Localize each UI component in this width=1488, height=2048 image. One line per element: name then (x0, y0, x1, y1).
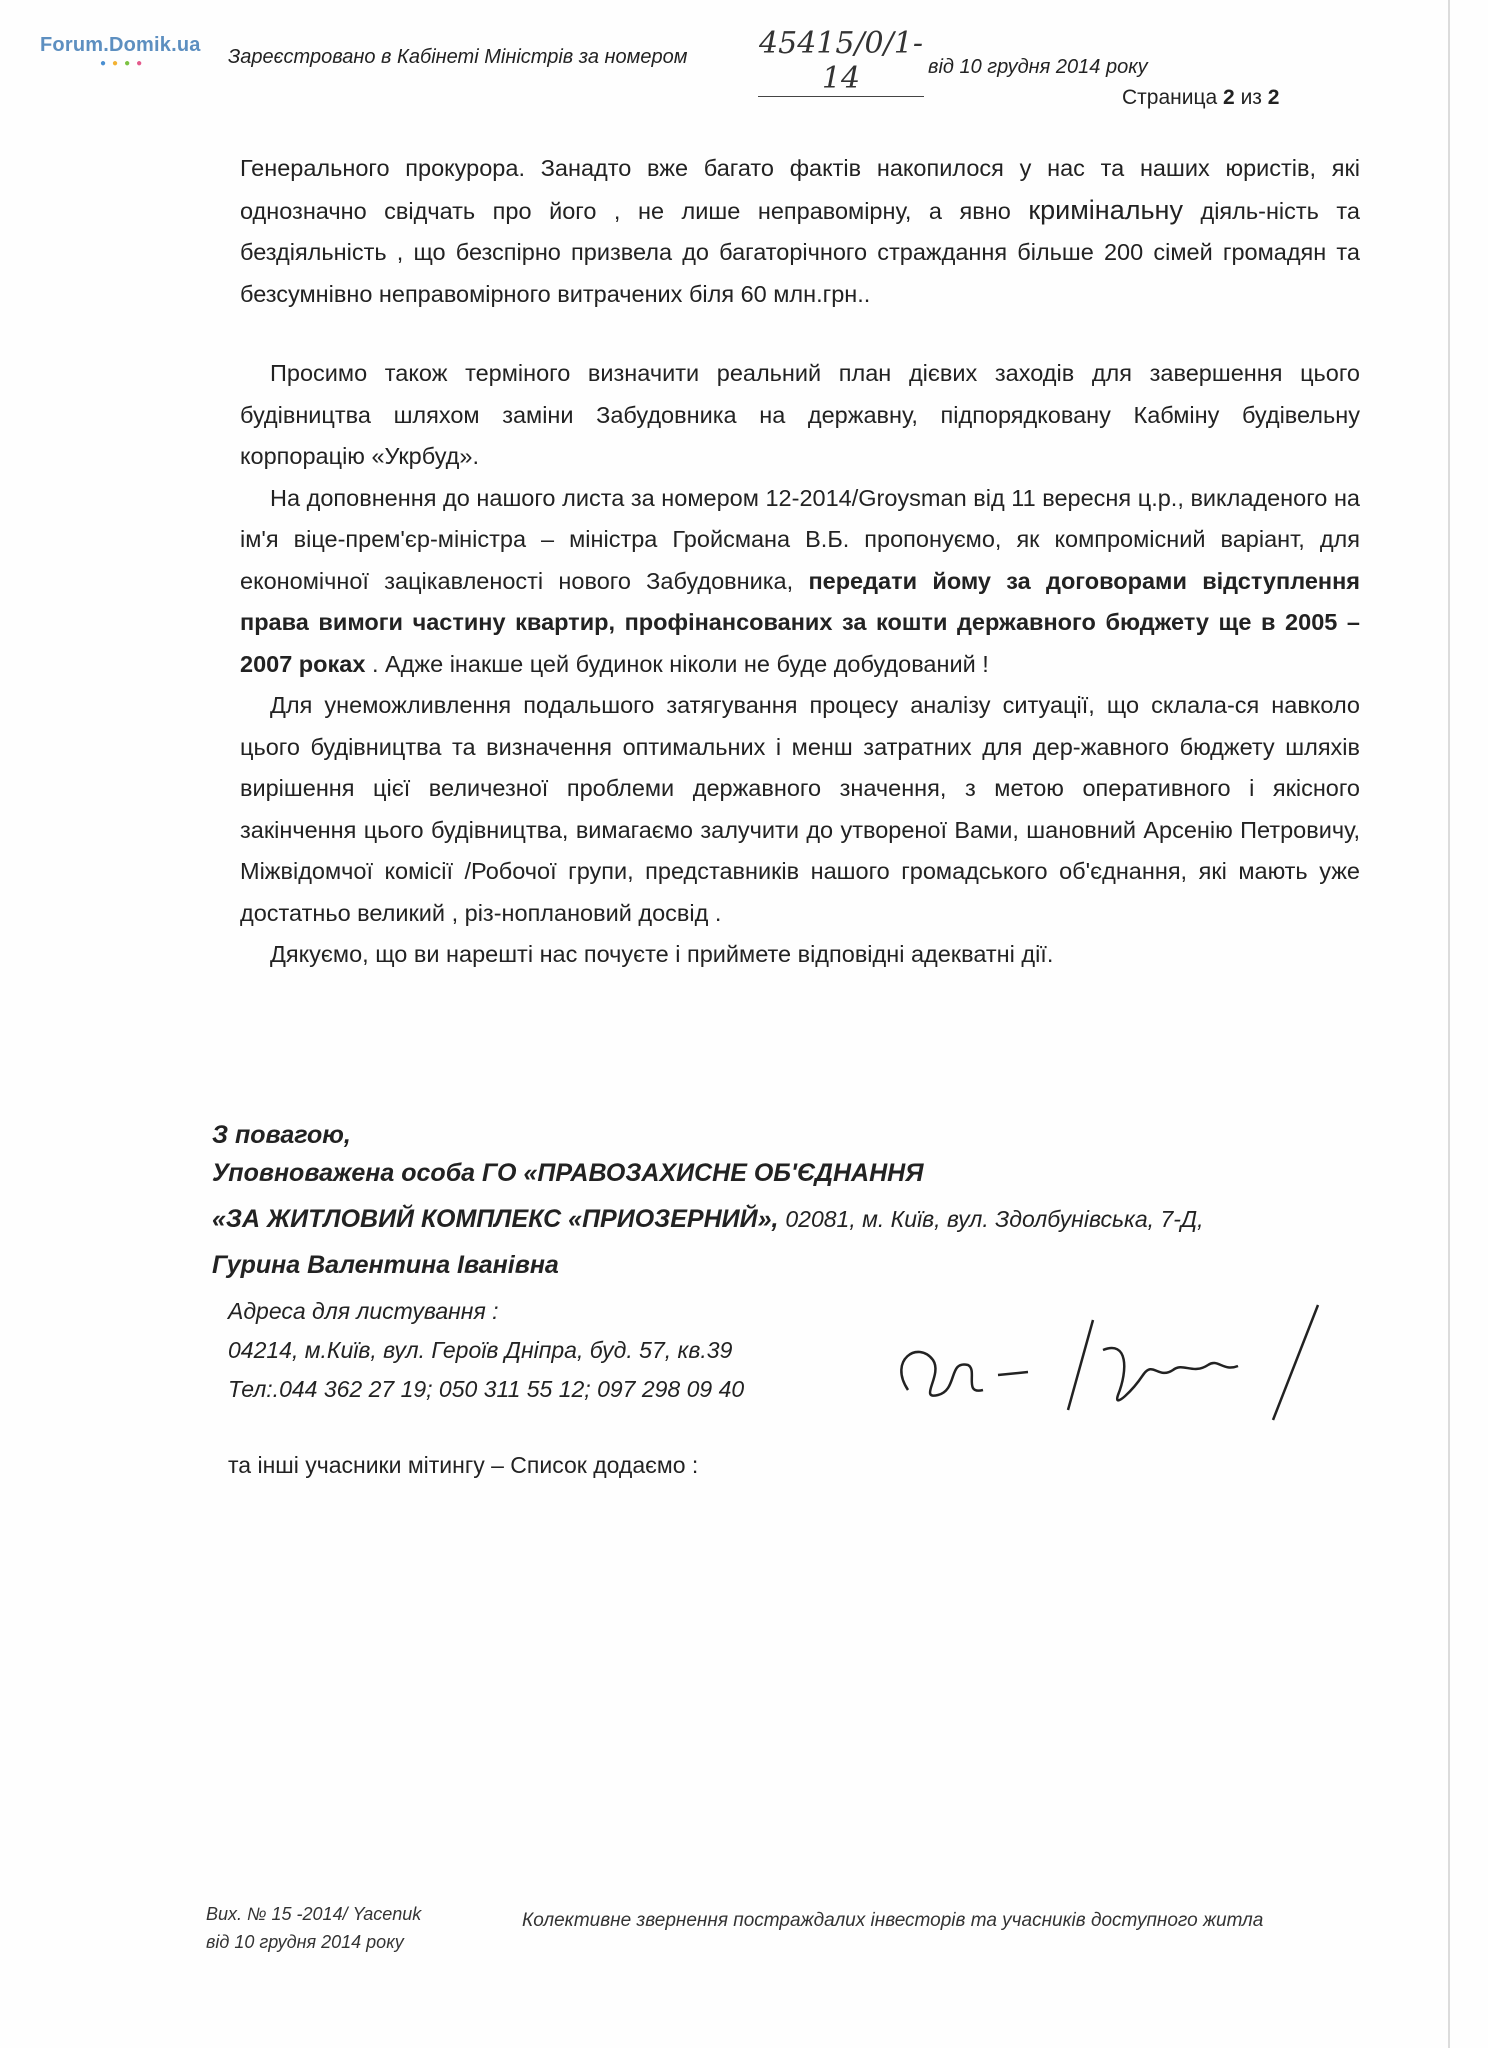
outgoing-reference (206, 1900, 421, 1956)
mail-label: Адреса для листування : (228, 1298, 499, 1324)
paragraph-3 (240, 478, 1360, 686)
paragraph-3-bold: передати йому за договорами відступлення права вимоги частину квартир, профінансованих за кошти державного бюджету ще в 2005 – 2007 роках (240, 567, 1360, 677)
page-current: 2 (1223, 86, 1235, 109)
watermark-dots: ●●●● (100, 58, 149, 69)
paragraph-3-text-a: На доповнення до нашого листа за номером 12-2014/Groysman від 11 вересня ц.р., викладеного на ім'я віце-прем'єр-міністра – міністра Гройсмана В.Б. пропонуємо, як компромісний варіант, для економічної зацікавленості нового Забудовника, (240, 484, 1360, 594)
page-of: из (1240, 86, 1262, 109)
signatory-org-address: 02081, м. Київ, вул. Здолбунівська, 7-Д, (785, 1206, 1204, 1232)
phones: Тел:.044 362 27 19; 050 311 55 12; 097 298 09 40 (228, 1376, 745, 1402)
paragraph-4: Для унеможливлення подальшого затягування процесу аналізу ситуації, що склала-ся навколо цього будівництва та визначення оптимальних і менш затратних для дер-жавного бюджету шляхів вирішення цієї величезної проблеми державного значення, з метою оперативного і якісного закінчення цього будівництва, вимагаємо залучити до утвореної Вами, шановний Арсенію Петровичу, Міжвідомчої комісії /Робочої групи, представників нашого громадського об'єднання, які мають уже достатньо великий , різ-ноплановий досвід . (240, 692, 1360, 926)
outgoing-date: від 10 грудня 2014 року (206, 1932, 404, 1952)
page-edge (1448, 0, 1450, 2048)
registration-number: 45415/0/1-14 (759, 26, 923, 96)
closing: З повагою, (212, 1121, 351, 1149)
signatory-role: Уповноважена особа ГО «ПРАВОЗАХИСНЕ ОБ'ЄДНАННЯ (212, 1159, 924, 1187)
signatory-org-line (212, 1196, 1204, 1242)
paragraph-1-emphasis: кримінальну (1028, 194, 1183, 225)
outgoing-number: Вих. № 15 -2014/ Yacenuk (206, 1904, 422, 1924)
paragraph-1-text-b: діяль-ність та бездіяльність , що безспірно призвела до багаторічного страждання більше 200 сімей громадян та безсумнівно неправомірного витрачених біля 60 млн.грн.. (240, 197, 1360, 307)
page-label: Страница (1122, 86, 1218, 109)
page-number (1122, 86, 1279, 110)
registration-text: Зареєстровано в Кабінеті Міністрів за номером (228, 46, 688, 68)
watermark: Forum.Domik.ua (40, 34, 201, 56)
paragraph-3-text-b: . Адже інакше цей будинок ніколи не буде добудований ! (365, 650, 989, 677)
signatory-name: Гурина Валентина Іванівна (212, 1251, 559, 1279)
paragraph-1 (240, 148, 1360, 315)
mail-address: 04214, м.Київ, вул. Героїв Дніпра, буд. 57, кв.39 (228, 1337, 733, 1363)
footer-title: Колективне звернення постраждалих інвесторів та учасників доступного житла (522, 1910, 1264, 1931)
paragraph-5: Дякуємо, що ви нарешті нас почуєте і приймете відповідні адекватні дії. (270, 941, 1054, 967)
handwritten-signature (878, 1300, 1328, 1440)
registration-date: від 10 грудня 2014 року (928, 56, 1148, 78)
signatory-org: «ЗА ЖИТЛОВИЙ КОМПЛЕКС «ПРИОЗЕРНИЙ», (212, 1205, 779, 1233)
letter-body (240, 148, 1360, 976)
paragraph-1-text-a: Генерального прокурора. Занадто вже багато фактів накопилося у нас та наших юристів, які однозначно свідчать про його , не лише неправомірну, а явно (240, 155, 1360, 224)
signatory-block (212, 1150, 1204, 1288)
mailing-address-block (228, 1292, 744, 1409)
participants-note: та інші учасники мітингу – Список додаємо : (228, 1452, 699, 1478)
paragraph-2: Просимо також терміного визначити реальний план дієвих заходів для завершення цього будівництва шляхом заміни Забудовника на державну, підпорядковану Кабміну будівельну корпорацію «Укрбуд». (240, 360, 1360, 469)
page-total: 2 (1267, 86, 1280, 109)
